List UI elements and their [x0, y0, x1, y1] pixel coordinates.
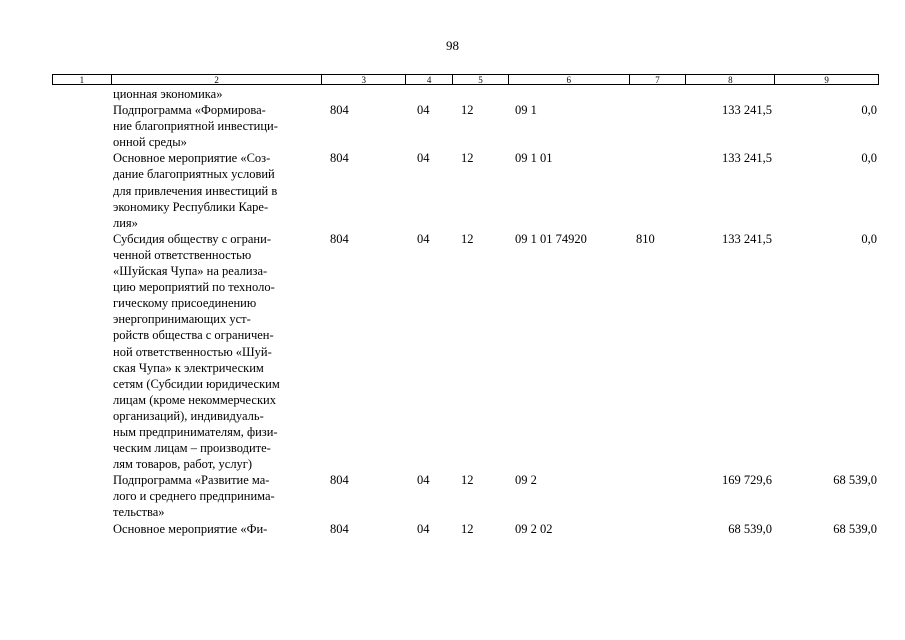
- cell-c4: [406, 86, 453, 102]
- table-row: [52, 231, 879, 472]
- cell-c6: [509, 86, 630, 102]
- cell-c5: 12: [461, 151, 474, 166]
- name-line: для привлечения инвестиций в: [113, 183, 278, 198]
- cell-c9: 0,0: [861, 231, 877, 246]
- cell-c8: [687, 86, 776, 102]
- table-header: [52, 74, 879, 85]
- cell-c4: 04: [417, 473, 430, 488]
- cell-col-1: [52, 86, 111, 102]
- column-header-6: 6: [509, 75, 630, 84]
- column-header-9: 9: [824, 75, 829, 85]
- name-line: Субсидия обществу с ограни-: [113, 231, 271, 246]
- cell-c3: [322, 86, 406, 102]
- name-line: гическому присоединению: [113, 296, 257, 311]
- cell-c4: 04: [417, 103, 430, 118]
- cell-c3: 804: [330, 473, 349, 488]
- name-line: ционная экономика»: [113, 87, 223, 101]
- cell-c9: [776, 86, 879, 102]
- cell-c8: 133 241,5: [722, 231, 772, 246]
- cell-c7: [630, 102, 687, 150]
- cell-c4: 04: [417, 151, 430, 166]
- name-line: организаций), индивидуаль-: [113, 408, 264, 423]
- cell-col-1: [52, 472, 111, 520]
- name-line: экономику Республики Каре-: [113, 199, 269, 214]
- column-header-1: 1: [53, 75, 112, 84]
- cell-col-1: [52, 102, 111, 150]
- cell-name: [111, 231, 322, 472]
- name-line: ческим лицам – производите-: [113, 441, 271, 456]
- cell-c3: 804: [330, 521, 349, 536]
- name-line: ным предпринимателям, физи-: [113, 424, 278, 439]
- cell-c5: 12: [461, 103, 474, 118]
- cell-name: [111, 150, 322, 230]
- table-row: [52, 86, 879, 102]
- table-row: [52, 102, 879, 150]
- cell-name: [111, 102, 322, 150]
- table-row: [52, 521, 879, 537]
- cell-c3: 804: [330, 231, 349, 246]
- cell-c8: 68 539,0: [728, 521, 772, 536]
- name-line: цию мероприятий по техноло-: [113, 280, 275, 295]
- name-line: энергопринимающих уст-: [113, 312, 251, 327]
- column-header-7: 7: [630, 75, 687, 84]
- cell-c9: 68 539,0: [833, 521, 877, 536]
- cell-c3: 804: [330, 151, 349, 166]
- name-line: ние благоприятной инвестици-: [113, 119, 278, 134]
- cell-c4: 04: [417, 521, 430, 536]
- cell-c7: [630, 86, 687, 102]
- name-line: лия»: [113, 215, 138, 230]
- name-line: онной среды»: [113, 135, 187, 150]
- cell-c7: [630, 472, 687, 520]
- column-header-5: 5: [453, 75, 509, 84]
- cell-c6: 09 2 02: [515, 521, 553, 536]
- name-line: ская Чупа» к электрическим: [113, 360, 264, 375]
- name-line: ройств общества с ограничен-: [113, 328, 274, 343]
- cell-c5: 12: [461, 473, 474, 488]
- column-header-2: 2: [112, 75, 322, 84]
- page-number: 98: [446, 38, 459, 53]
- cell-c8: 133 241,5: [722, 151, 772, 166]
- cell-c7: [630, 150, 687, 230]
- column-header-3: 3: [322, 75, 406, 84]
- cell-c8: 169 729,6: [722, 473, 772, 488]
- cell-name: [111, 86, 322, 102]
- name-line: Подпрограмма «Формирова-: [113, 103, 266, 118]
- name-line: ченной ответственностью: [113, 247, 252, 262]
- column-header-8: 8: [686, 75, 775, 84]
- cell-c8: 133 241,5: [722, 103, 772, 118]
- name-line: лого и среднего предпринима-: [113, 489, 275, 504]
- cell-c5: 12: [461, 231, 474, 246]
- name-line: лицам (кроме некоммерческих: [113, 392, 276, 407]
- column-header-4: 4: [406, 75, 453, 84]
- cell-col-1: [52, 521, 111, 537]
- cell-c6: 09 1 01: [515, 151, 553, 166]
- cell-c6: 09 2: [515, 473, 537, 488]
- cell-name: [111, 472, 322, 520]
- cell-c6: 09 1 01 74920: [515, 231, 587, 246]
- cell-name: [111, 521, 322, 537]
- cell-col-1: [52, 231, 111, 472]
- cell-c9: 68 539,0: [833, 473, 877, 488]
- cell-c9: 0,0: [861, 103, 877, 118]
- name-line: Основное мероприятие «Соз-: [113, 151, 271, 166]
- cell-c5: [453, 86, 509, 102]
- cell-c7: 810: [636, 231, 655, 246]
- name-line: «Шуйская Чупа» на реализа-: [113, 264, 268, 279]
- cell-c5: 12: [461, 521, 474, 536]
- name-line: ной ответственностью «Шуй-: [113, 344, 272, 359]
- cell-c4: 04: [417, 231, 430, 246]
- name-line: сетям (Субсидии юридическим: [113, 376, 280, 391]
- table-body: [52, 86, 879, 537]
- name-line: тельства»: [113, 505, 165, 520]
- name-line: лям товаров, работ, услуг): [113, 457, 253, 472]
- table-row: [52, 150, 879, 230]
- name-line: дание благоприятных условий: [113, 167, 275, 182]
- cell-col-1: [52, 150, 111, 230]
- cell-c3: 804: [330, 103, 349, 118]
- cell-c6: 09 1: [515, 103, 537, 118]
- name-line: Подпрограмма «Развитие ма-: [113, 473, 270, 488]
- name-line: Основное мероприятие «Фи-: [113, 521, 268, 536]
- cell-c9: 0,0: [861, 151, 877, 166]
- table-row: [52, 472, 879, 520]
- cell-c7: [630, 521, 687, 537]
